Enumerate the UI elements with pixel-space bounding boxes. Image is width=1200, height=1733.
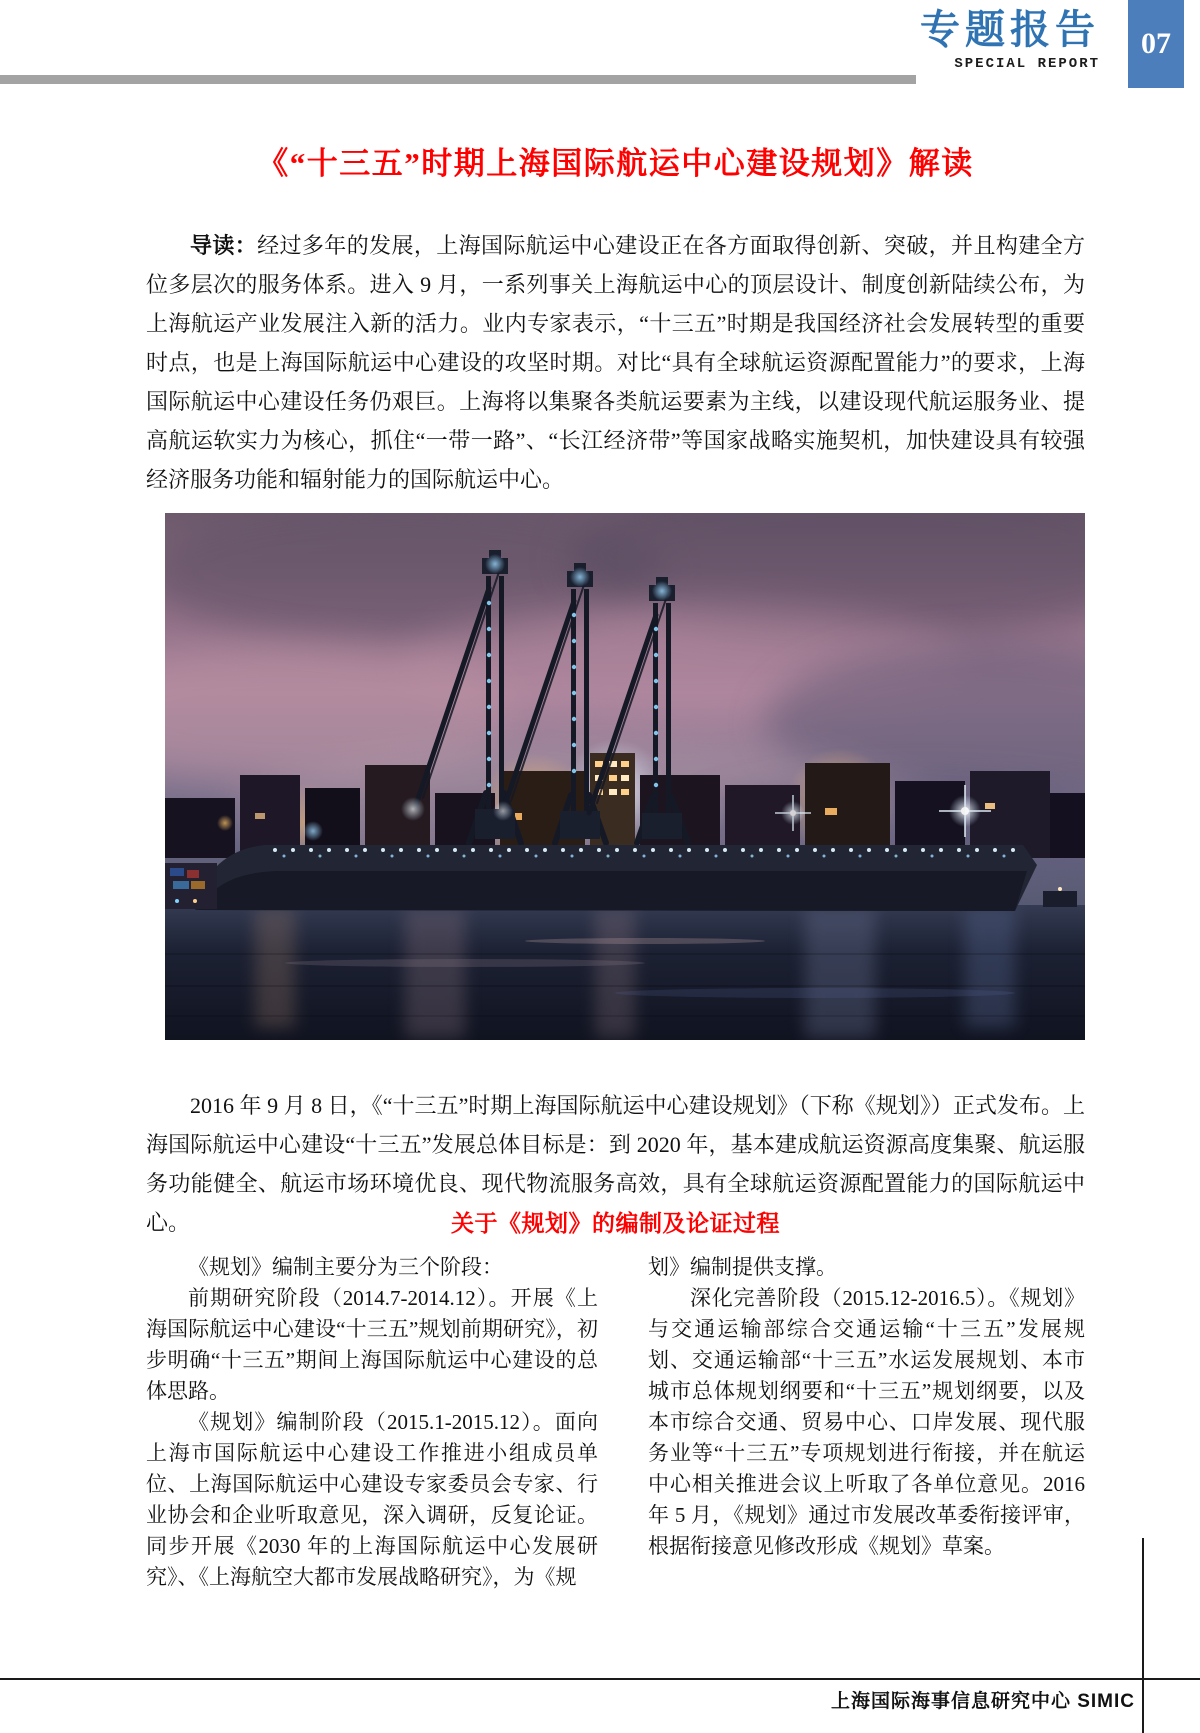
process-paragraph: 《规划》编制主要分为三个阶段：	[188, 1255, 503, 1279]
footer-vertical-rule	[1142, 1538, 1144, 1733]
section-title-en: SPECIAL REPORT	[954, 56, 1100, 72]
lead-text: 经过多年的发展，上海国际航运中心建设正在各方面取得创新、突破，并且构建全方位多层次的服务体系。进入 9 月，一系列事关上海航运中心的顶层设计、制度创新陆续公布，为上海航运产业发展注入新的活力。业内专家表示，“十三五”时期是我国经济社会发展转型的重要时点，也是上海国际航运中心建设的攻坚时期。对比“具有全球航运资源配置能力”的要求，上海国际航运中心建设任务仍艰巨。上海将以集聚各类航运要素为主线，以建设现代航运服务业、提高航运软实力为核心，抓住“一带一路”、“长江经济带”等国家战略实施契机，加快建设具有较强经济服务功能和辐射能力的国际航运中心。	[146, 233, 1085, 492]
process-paragraph: 前期研究阶段（2014.7-2014.12）。开展《上海国际航运中心建设“十三五”规划前期研究》，初步明确“十三五”期间上海国际航运中心建设的总体思路。	[146, 1286, 598, 1403]
section-title-cn: 专题报告	[920, 8, 1100, 52]
lead-paragraph	[146, 226, 1085, 499]
footer-publisher: 上海国际海事信息研究中心 SIMIC	[830, 1691, 1135, 1712]
page-number: 07	[1141, 27, 1171, 60]
port-night-photo	[165, 513, 1085, 1040]
header-divider-bar	[0, 75, 916, 84]
lead-label: 导读：	[190, 233, 258, 258]
process-paragraph-continuation: 划》编制提供支撑。	[648, 1255, 837, 1279]
column-left	[146, 1252, 598, 1593]
process-paragraph: 《规划》编制阶段（2015.1-2015.12）。面向上海市国际航运中心建设工作推进小组成员单位、上海国际航运中心建设专家委员会专家、行业协会和企业听取意见，深入调研，反复论证。同步开展《2030 年的上海国际航运中心发展研究》、《上海航空大都市发展战略研究》，为《规	[146, 1410, 598, 1589]
page-number-box	[1128, 0, 1184, 88]
article-title: 《“十三五”时期上海国际航运中心建设规划》解读	[257, 146, 974, 181]
ship-hull	[195, 845, 1077, 911]
release-paragraph-text: 2016 年 9 月 8 日，《“十三五”时期上海国际航运中心建设规划》（下称《规划》）正式发布。上海国际航运中心建设“十三五”发展总体目标是：到 2020 年，基本建成航运资源高度集聚、航运服务功能健全、航运市场环境优良、现代物流服务高效，具有全球航运资源配置能力的国际航运中心。	[146, 1093, 1085, 1235]
process-paragraph: 深化完善阶段（2015.12-2016.5）。《规划》与交通运输部综合交通运输“十三五”发展规划、交通运输部“十三五”水运发展规划、本市城市总体规划纲要和“十三五”规划纲要，以及本市综合交通、贸易中心、口岸发展、现代服务业等“十三五”专项规划进行衔接，并在航运中心相关推进会议上听取了各单位意见。2016 年 5 月，《规划》通过市发展改革委衔接评审，根据衔接意见修改形成《规划》草案。	[648, 1286, 1085, 1558]
footer-rule	[0, 1678, 1200, 1680]
section-heading: 关于《规划》的编制及论证过程	[451, 1211, 780, 1236]
photo-water	[165, 905, 1085, 1040]
port-night-photo-graphic	[165, 513, 1085, 1040]
page-header	[600, 6, 1100, 72]
column-right	[648, 1252, 1085, 1562]
